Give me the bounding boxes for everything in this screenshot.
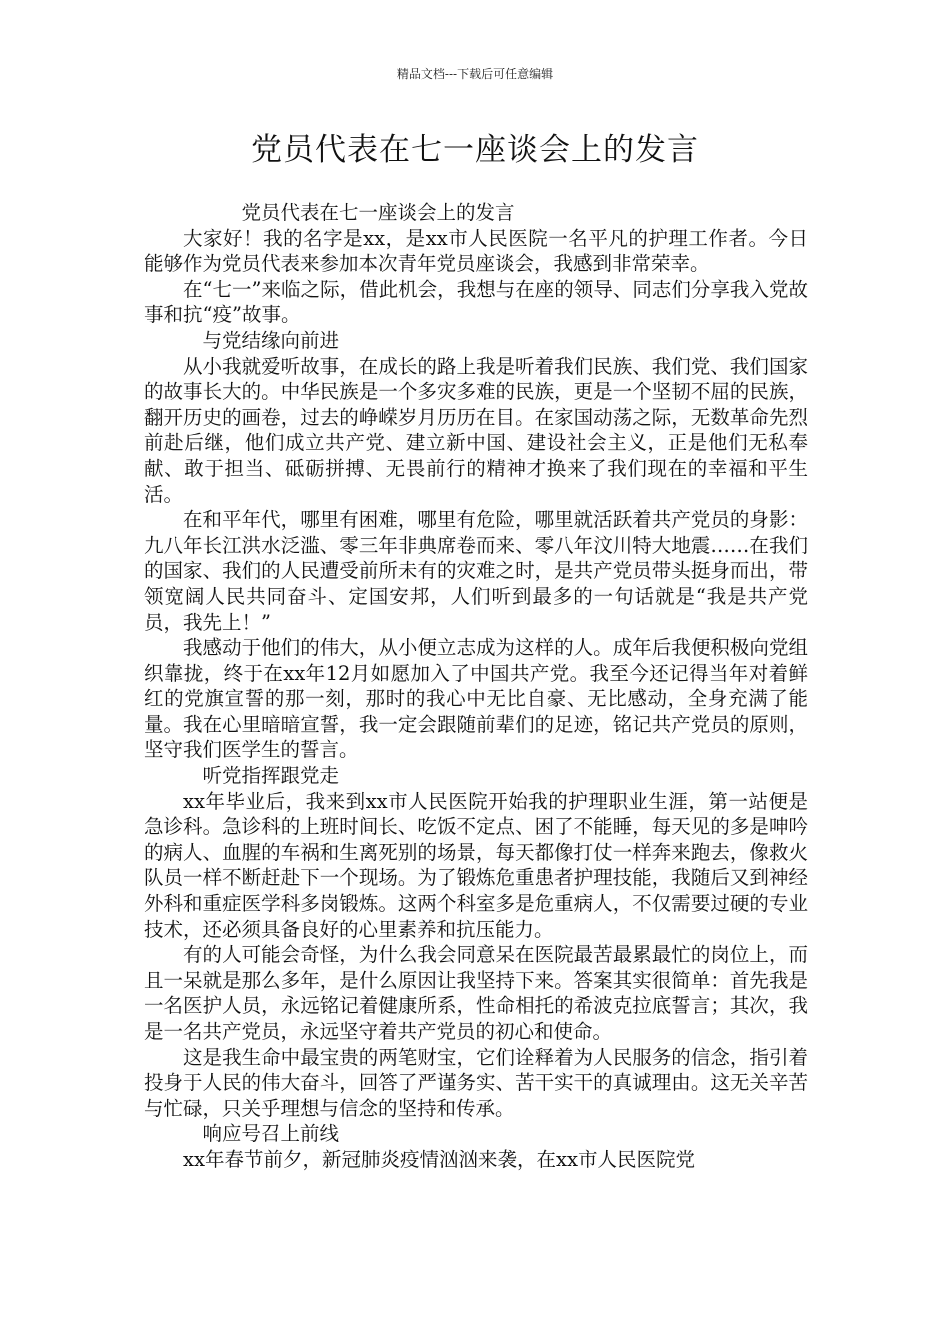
document-subtitle: 党员代表在七一座谈会上的发言 [241, 201, 515, 224]
paragraph: 有的人可能会奇怪，为什么我会同意呆在医院最苦最累最忙的岗位上，而且一呆就是那么多年，是什么原因让我坚持下来。答案其实很简单：首先我是一名医护人员，永远铭记着健康所系，性命相托的希波克拉底誓言；其次，我是一名共产党员，永远坚守着共产党员的初心和使命。 [144, 943, 808, 1043]
paragraph: 这是我生命中最宝贵的两笔财宝，它们诠释着为人民服务的信念，指引着投身于人民的伟大奋斗，回答了严谨务实、苦干实干的真诚理由。这无关辛苦与忙碌，只关乎理想与信念的坚持和传承。 [144, 1045, 808, 1120]
paragraph: 从小我就爱听故事，在成长的路上我是听着我们民族、我们党、我们国家的故事长大的。中华民族是一个多灾多难的民族，更是一个坚韧不屈的民族，翻开历史的画卷，过去的峥嵘岁月历历在目。在家国动荡之际，无数革命先烈前赴后继，他们成立共产党、建立新中国、建设社会主义，正是他们无私奉献、敢于担当、砥砺拼搏、无畏前行的精神才换来了我们现在的幸福和平生活。 [144, 354, 808, 506]
section-heading: 响应号召上前线 [202, 1122, 340, 1146]
paragraph: 我感动于他们的伟大，从小便立志成为这样的人。成年后我便积极向党组织靠拢，终于在xx年12月如愿加入了中国共产党。我至今还记得当年对着鲜红的党旗宣誓的那一刻，那时的我心中无比自豪、无比感动，全身充满了能量。我在心里暗暗宣誓，我一定会跟随前辈们的足迹，铭记共产党员的原则，坚守我们医学生的誓言。 [144, 636, 808, 762]
section-heading: 听党指挥跟党走 [202, 764, 340, 788]
paragraph: 在和平年代，哪里有困难，哪里有危险，哪里就活跃着共产党员的身影：九八年长江洪水泛滥、零三年非典席卷而来、零八年汶川特大地震……在我们的国家、我们的人民遭受前所未有的灾难之时，是共产党员带头挺身而出，带领宽阔人民共同奋斗、定国安邦，人们听到最多的一句话就是“我是共产党员，我先上！” [144, 508, 808, 634]
document-body [144, 200, 808, 1173]
section-heading: 与党结缘向前进 [202, 328, 340, 352]
paragraph: 在“七一”来临之际，借此机会，我想与在座的领导、同志们分享我入党故事和抗“疫”故事。 [144, 277, 808, 327]
paragraph: 大家好！我的名字是xx，是xx市人民医院一名平凡的护理工作者。今日能够作为党员代表来参加本次青年党员座谈会，我感到非常荣幸。 [144, 226, 808, 276]
paragraph: xx年毕业后，我来到xx市人民医院开始我的护理职业生涯，第一站便是急诊科。急诊科的上班时间长、吃饭不定点、困了不能睡，每天见的多是呻吟的病人、血腥的车祸和生离死别的场景，每天都像打仗一样奔来跑去，像救火队员一样不断赶赴下一个现场。为了锻炼危重患者护理技能，我随后又到神经外科和重症医学科多岗锻炼。这两个科室多是危重病人，不仅需要过硬的专业技术，还必须具备良好的心里素养和抗压能力。 [144, 789, 808, 941]
document-title: 党员代表在七一座谈会上的发言 [251, 132, 699, 168]
paragraph: xx年春节前夕，新冠肺炎疫情汹汹来袭，在xx市人民医院党 [183, 1147, 695, 1171]
header-note: 精品文档---下载后可任意编辑 [396, 67, 554, 81]
